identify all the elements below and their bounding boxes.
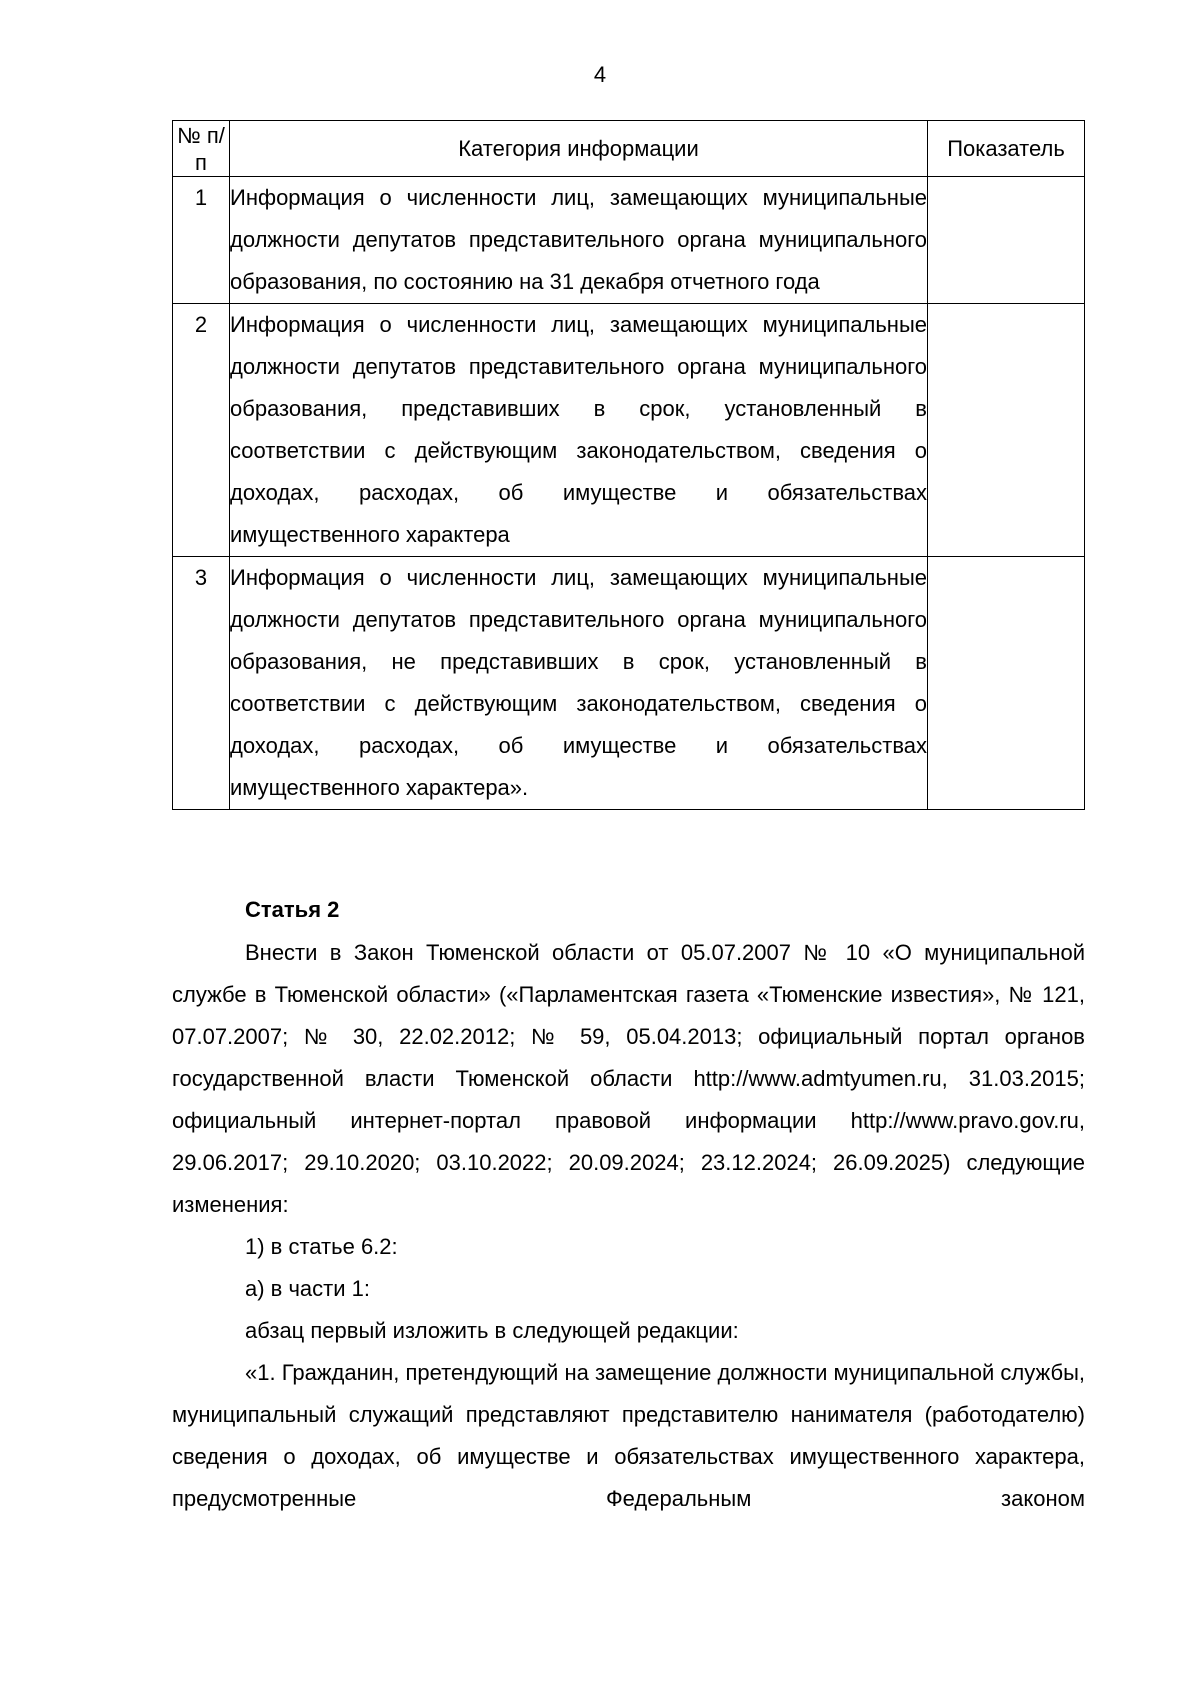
- article-paragraph: «1. Гражданин, претендующий на замещение должности муниципальной службы, муниципальный служащий представляют представителю нанимателя (работодателю) сведения о доходах, об имуществе и обязательствах имущественного характера, предусмотренные Федеральным законом: [172, 1360, 1086, 1511]
- header-category: Категория информации: [230, 121, 928, 177]
- table-row: [173, 304, 1085, 557]
- page-number: 4: [593, 62, 607, 87]
- article-paragraph: абзац первый изложить в следующей редакции:: [245, 1318, 739, 1343]
- table-row: [173, 177, 1085, 304]
- table-row: [173, 557, 1085, 810]
- row-category: Информация о численности лиц, замещающих муниципальные должности депутатов представительного органа муниципального образования, по состоянию на 31 декабря отчетного года: [230, 177, 928, 304]
- table-header-row: [173, 121, 1085, 177]
- article-paragraph: 1) в статье 6.2:: [245, 1234, 398, 1259]
- header-number: № п/п: [173, 121, 230, 177]
- row-number: 3: [173, 557, 230, 810]
- row-number: 2: [173, 304, 230, 557]
- row-category: Информация о численности лиц, замещающих муниципальные должности депутатов представительного органа муниципального образования, представивших в срок, установленный в соответствии с действующим законодательством, сведения о доходах, расходах, об имуществе и обязательствах имущественного характера: [230, 304, 928, 557]
- article-title: Статья 2: [245, 897, 340, 922]
- row-indicator: [928, 177, 1085, 304]
- header-indicator: Показатель: [928, 121, 1085, 177]
- row-number: 1: [173, 177, 230, 304]
- information-table: [172, 120, 1085, 810]
- article-section: [172, 888, 1085, 1520]
- article-paragraph: Внести в Закон Тюменской области от 05.07.2007 № 10 «О муниципальной службе в Тюменской области» («Парламентская газета «Тюменские известия», № 121, 07.07.2007; № 30, 22.02.2012; № 59, 05.04.2013; официальный портал органов государственной власти Тюменской области http://www.admtyumen.ru, 31.03.2015; официальный интернет-портал правовой информации http://www.pravo.gov.ru, 29.06.2017; 29.10.2020; 03.10.2022; 20.09.2024; 23.12.2024; 26.09.2025) следующие изменения:: [172, 940, 1085, 1217]
- row-category: Информация о численности лиц, замещающих муниципальные должности депутатов представительного органа муниципального образования, не представивших в срок, установленный в соответствии с действующим законодательством, сведения о доходах, расходах, об имуществе и обязательствах имущественного характера».: [230, 557, 928, 810]
- row-indicator: [928, 557, 1085, 810]
- row-indicator: [928, 304, 1085, 557]
- article-paragraph: а) в части 1:: [245, 1276, 370, 1301]
